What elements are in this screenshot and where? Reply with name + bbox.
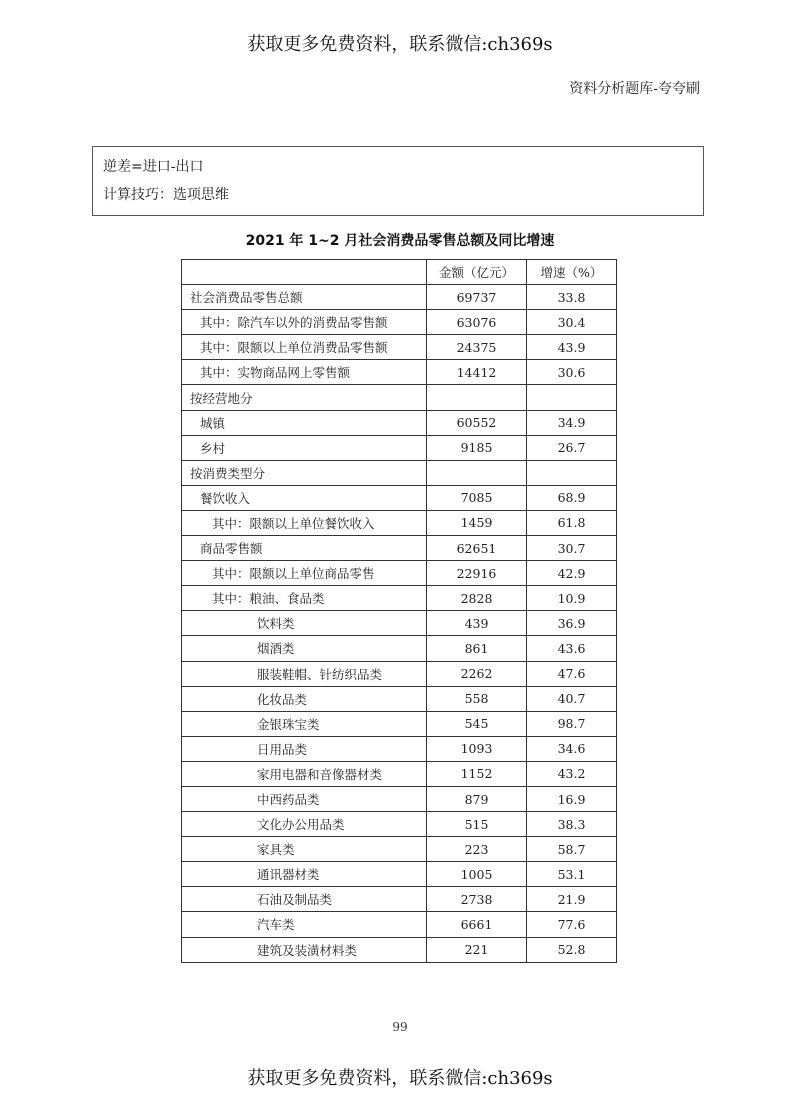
note-line-2: 计算技巧：选项思维 xyxy=(103,187,229,203)
row-label: 其中：限额以上单位商品零售 xyxy=(182,561,427,586)
row-amount: 221 xyxy=(427,937,527,962)
row-label: 乡村 xyxy=(182,435,427,460)
table-row xyxy=(182,937,617,962)
table-row xyxy=(182,586,617,611)
row-growth: 42.9 xyxy=(527,561,617,586)
row-growth: 61.8 xyxy=(527,510,617,535)
row-amount: 62651 xyxy=(427,536,527,561)
row-growth: 10.9 xyxy=(527,586,617,611)
row-amount: 9185 xyxy=(427,435,527,460)
row-amount: 6661 xyxy=(427,912,527,937)
row-amount: 22916 xyxy=(427,561,527,586)
row-label: 其中：限额以上单位餐饮收入 xyxy=(182,510,427,535)
row-label: 中西药品类 xyxy=(182,786,427,811)
row-amount: 545 xyxy=(427,711,527,736)
row-growth xyxy=(527,460,617,485)
row-growth: 43.9 xyxy=(527,335,617,360)
row-growth: 30.4 xyxy=(527,310,617,335)
row-label: 家具类 xyxy=(182,837,427,862)
row-growth: 30.6 xyxy=(527,360,617,385)
page-number: 99 xyxy=(392,1020,408,1034)
note-line-1: 逆差=进口-出口 xyxy=(103,159,204,175)
row-amount: 861 xyxy=(427,636,527,661)
table-row xyxy=(182,485,617,510)
table-row xyxy=(182,611,617,636)
row-amount: 60552 xyxy=(427,410,527,435)
watermark-bottom: 获取更多免费资料，联系微信:ch369s xyxy=(247,1068,553,1089)
row-amount: 439 xyxy=(427,611,527,636)
table-row xyxy=(182,410,617,435)
row-amount: 2262 xyxy=(427,661,527,686)
row-amount: 1005 xyxy=(427,862,527,887)
row-growth: 30.7 xyxy=(527,536,617,561)
table-row xyxy=(182,510,617,535)
row-growth: 34.9 xyxy=(527,410,617,435)
row-growth: 16.9 xyxy=(527,786,617,811)
table-row xyxy=(182,460,617,485)
row-label: 建筑及装潢材料类 xyxy=(182,937,427,962)
table-row xyxy=(182,661,617,686)
table-row xyxy=(182,711,617,736)
table-row xyxy=(182,310,617,335)
row-growth: 43.2 xyxy=(527,761,617,786)
row-label: 其中：除汽车以外的消费品零售额 xyxy=(182,310,427,335)
header-growth: 增速（%） xyxy=(527,260,617,285)
row-label: 日用品类 xyxy=(182,736,427,761)
row-amount xyxy=(427,385,527,410)
row-label: 文化办公用品类 xyxy=(182,812,427,837)
table-title: 2021 年 1~2 月社会消费品零售总额及同比增速 xyxy=(245,233,555,249)
row-amount: 1459 xyxy=(427,510,527,535)
table-row xyxy=(182,285,617,310)
row-label: 城镇 xyxy=(182,410,427,435)
row-label: 社会消费品零售总额 xyxy=(182,285,427,310)
row-label: 商品零售额 xyxy=(182,536,427,561)
table-row xyxy=(182,561,617,586)
row-label: 餐饮收入 xyxy=(182,485,427,510)
table-row xyxy=(182,335,617,360)
row-amount: 7085 xyxy=(427,485,527,510)
row-growth: 38.3 xyxy=(527,812,617,837)
row-growth xyxy=(527,385,617,410)
watermark-top: 获取更多免费资料，联系微信:ch369s xyxy=(247,34,553,55)
table-row xyxy=(182,912,617,937)
row-amount: 14412 xyxy=(427,360,527,385)
row-growth: 21.9 xyxy=(527,887,617,912)
table-row xyxy=(182,536,617,561)
row-amount: 63076 xyxy=(427,310,527,335)
row-amount: 1152 xyxy=(427,761,527,786)
table-row xyxy=(182,862,617,887)
note-box xyxy=(92,146,704,216)
table-row xyxy=(182,636,617,661)
row-amount: 1093 xyxy=(427,736,527,761)
row-label: 其中：限额以上单位消费品零售额 xyxy=(182,335,427,360)
row-amount: 879 xyxy=(427,786,527,811)
table-row xyxy=(182,360,617,385)
row-amount xyxy=(427,460,527,485)
table-row xyxy=(182,887,617,912)
row-growth: 47.6 xyxy=(527,661,617,686)
row-amount: 2738 xyxy=(427,887,527,912)
row-label: 汽车类 xyxy=(182,912,427,937)
table-row xyxy=(182,385,617,410)
row-growth: 26.7 xyxy=(527,435,617,460)
row-label: 其中：粮油、食品类 xyxy=(182,586,427,611)
row-label: 饮料类 xyxy=(182,611,427,636)
row-growth: 34.6 xyxy=(527,736,617,761)
table-row xyxy=(182,786,617,811)
row-amount: 2828 xyxy=(427,586,527,611)
row-label: 按经营地分 xyxy=(182,385,427,410)
table-row xyxy=(182,812,617,837)
row-label: 石油及制品类 xyxy=(182,887,427,912)
table-row xyxy=(182,761,617,786)
table-row xyxy=(182,837,617,862)
row-growth: 33.8 xyxy=(527,285,617,310)
row-growth: 58.7 xyxy=(527,837,617,862)
row-label: 其中：实物商品网上零售额 xyxy=(182,360,427,385)
table-row xyxy=(182,435,617,460)
row-amount: 69737 xyxy=(427,285,527,310)
row-growth: 53.1 xyxy=(527,862,617,887)
row-growth: 77.6 xyxy=(527,912,617,937)
table-row xyxy=(182,736,617,761)
row-label: 烟酒类 xyxy=(182,636,427,661)
table-header-row xyxy=(182,260,617,285)
table-row xyxy=(182,686,617,711)
row-growth: 36.9 xyxy=(527,611,617,636)
row-label: 按消费类型分 xyxy=(182,460,427,485)
row-growth: 43.6 xyxy=(527,636,617,661)
row-label: 化妆品类 xyxy=(182,686,427,711)
row-growth: 52.8 xyxy=(527,937,617,962)
row-growth: 98.7 xyxy=(527,711,617,736)
row-amount: 558 xyxy=(427,686,527,711)
retail-sales-table xyxy=(181,259,617,963)
row-label: 金银珠宝类 xyxy=(182,711,427,736)
row-label: 家用电器和音像器材类 xyxy=(182,761,427,786)
header-blank-cell xyxy=(182,260,427,285)
page-header: 资料分析题库-夸夸刷 xyxy=(569,81,700,97)
row-label: 服装鞋帽、针纺织品类 xyxy=(182,661,427,686)
row-label: 通讯器材类 xyxy=(182,862,427,887)
row-amount: 24375 xyxy=(427,335,527,360)
row-growth: 40.7 xyxy=(527,686,617,711)
row-growth: 68.9 xyxy=(527,485,617,510)
row-amount: 223 xyxy=(427,837,527,862)
header-amount: 金额（亿元） xyxy=(427,260,527,285)
row-amount: 515 xyxy=(427,812,527,837)
